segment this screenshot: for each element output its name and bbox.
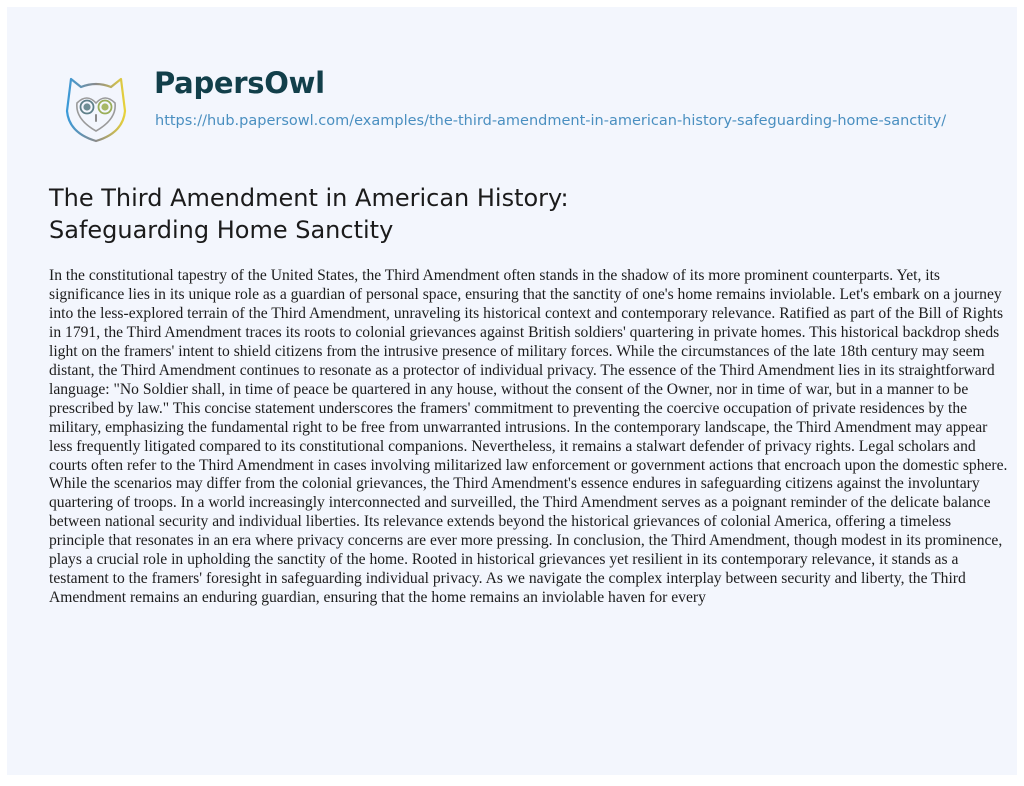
- title-line-2: Safeguarding Home Sanctity: [49, 216, 394, 244]
- owl-logo-icon: [57, 69, 135, 147]
- document-card: [7, 7, 1017, 775]
- title-line-1: The Third Amendment in American History:: [49, 184, 569, 212]
- brand-name: PapersOwl: [154, 66, 325, 100]
- essay-body: In the constitutional tapestry of the United States, the Third Amendment often stands in the shadow of its more prominent counterparts. Yet, its significance lies in its unique role as a guardian of personal space, ensuring that the sanctity of one's home remains inviolable. Let's embark on a journey into the less-explored terrain of the Third Amendment, unraveling its historical context and contemporary relevance. Ratified as part of the Bill of Rights in 1791, the Third Amendment traces its roots to colonial grievances against British soldiers' quartering in private homes. This historical backdrop sheds light on the framers' intent to shield citizens from the intrusive presence of military forces. While the circumstances of the late 18th century may seem distant, the Third Amendment continues to resonate as a protector of individual privacy. The essence of the Third Amendment lies in its straightforward language: "No Soldier shall, in time of peace be quartered in any house, without the consent of the Owner, nor in time of war, but in a manner to be prescribed by law." This concise statement underscores the framers' commitment to preventing the coercive occupation of private residences by the military, emphasizing the fundamental right to be free from unwarranted intrusions. In the contemporary landscape, the Third Amendment may appear less frequently litigated compared to its constitutional companions. Nevertheless, it remains a stalwart defender of privacy rights. Legal scholars and courts often refer to the Third Amendment in cases involving militarized law enforcement or government actions that encroach upon the domestic sphere. While the scenarios may differ from the colonial grievances, the Third Amendment's essence endures in safeguarding citizens against the involuntary quartering of troops. In a world increasingly interconnected and surveilled, the Third Amendment serves as a poignant reminder of the delicate balance between national security and individual liberties. Its relevance extends beyond the historical grievances of colonial America, offering a timeless principle that resonates in an era where privacy concerns are ever more pressing. In conclusion, the Third Amendment, though modest in its prominence, plays a crucial role in upholding the sanctity of the home. Rooted in historical grievances yet resilient in its contemporary relevance, it stands as a testament to the framers' foresight in safeguarding individual privacy. As we navigate the complex interplay between security and liberty, the Third Amendment remains an enduring guardian, ensuring that the home remains an inviolable haven for every: [49, 267, 1008, 607]
- header: [57, 63, 977, 163]
- page-title: [49, 182, 969, 246]
- source-url-link[interactable]: https://hub.papersowl.com/examples/the-third-amendment-in-american-history-safeguarding-home-sanctity/: [155, 113, 947, 129]
